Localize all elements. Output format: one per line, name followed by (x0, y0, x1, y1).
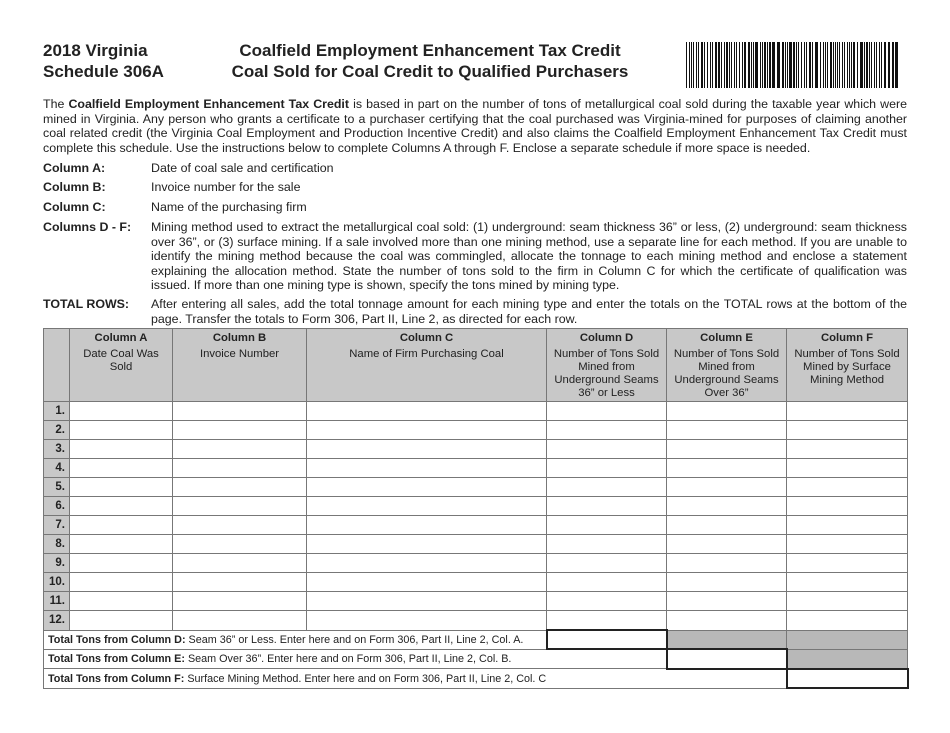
invoice-input[interactable] (173, 535, 307, 554)
date-input[interactable] (70, 478, 173, 497)
barcode-bar (801, 42, 802, 88)
definition-columns-d-f: Columns D - F: Mining method used to extract the metallurgical coal sold: (1) underground: seam thickness 36” or less, (2) underground: seam thickness over 36”, or (3) surface mining. If a sale involved more than one mining method, use a separate line for each method. If you are unable to identify the mining method because the coal was commingled, allocate the tonnage to each mining method and enclose a statement explaining the allocation method. State the number of tons sold to the firm in Column C for which the certificate of qualification was issued. If more than one mining type is shown, specify the tons mined by mining type. (43, 220, 907, 293)
tons-col-d-input[interactable] (547, 516, 667, 535)
barcode-bar (693, 42, 694, 88)
date-input[interactable] (70, 440, 173, 459)
barcode-bar (698, 42, 699, 88)
date-input[interactable] (70, 611, 173, 631)
barcode-bar (866, 42, 868, 88)
intro-paragraph: The Coalfield Employment Enhancement Tax Credit is based in part on the number of tons of metallurgical coal sold during the taxable year which were mined in Virginia. Any person who grants a certificate to a purchaser certifying that the coal purchased was Virginia-mined for purposes of claiming another coal related credit (the Virginia Coal Employment and Production Incentive Credit) and also claims the Coalfield Employment Enhancement Tax Credit must complete this schedule. Use the instructions below to complete Columns A through F. Enclose a separate schedule if more space is needed. (43, 97, 907, 155)
tons-col-e-input[interactable] (667, 459, 787, 478)
tons-col-d-input[interactable] (547, 611, 667, 631)
date-input[interactable] (70, 554, 173, 573)
barcode-bar (712, 42, 713, 88)
barcode-bar (751, 42, 752, 88)
row-number: 3. (44, 440, 70, 459)
barcode-bar (710, 42, 711, 88)
form-id (43, 40, 164, 82)
date-input[interactable] (70, 573, 173, 592)
invoice-input[interactable] (173, 478, 307, 497)
barcode-bar (760, 42, 761, 88)
column-b-header: Column B Invoice Number (173, 329, 307, 402)
barcode-bar (842, 42, 843, 88)
barcode-bar (815, 42, 818, 88)
barcode-bar (895, 42, 898, 88)
date-input[interactable] (70, 535, 173, 554)
form-title (195, 40, 665, 82)
definition-column-b: Column B: Invoice number for the sale (43, 180, 301, 194)
barcode-bar (812, 42, 813, 88)
tons-col-f-input[interactable] (787, 554, 908, 573)
tons-col-e-input[interactable] (667, 535, 787, 554)
barcode-bar (734, 42, 735, 88)
firm-name-input[interactable] (307, 478, 547, 497)
table-row (44, 535, 908, 554)
table-row (44, 478, 908, 497)
barcode-bar (827, 42, 828, 88)
barcode-bar (844, 42, 845, 88)
total-f-label: Total Tons from Column F: Surface Mining Method. Enter here and on Form 306, Part II, Line 2, Col. C (44, 669, 787, 689)
total-d-input[interactable] (547, 630, 667, 649)
row-number: 12. (44, 611, 70, 631)
intro-credit-name: Coalfield Employment Enhancement Tax Credit (68, 97, 350, 111)
form-year: 2018 Virginia (43, 41, 148, 60)
title-line-1: Coalfield Employment Enhancement Tax Credit (239, 41, 621, 60)
table-row (44, 421, 908, 440)
barcode-bar (860, 42, 863, 88)
barcode-bar (731, 42, 732, 88)
tons-col-e-input[interactable] (667, 516, 787, 535)
barcode-bar (691, 42, 692, 88)
barcode-bar (879, 42, 880, 88)
barcode-bar (715, 42, 717, 88)
barcode-bar (721, 42, 722, 88)
coal-sales-table (43, 328, 909, 689)
barcode-bar (823, 42, 824, 88)
barcode-bar (787, 42, 788, 88)
tons-col-f-input[interactable] (787, 573, 908, 592)
tons-col-d-input[interactable] (547, 592, 667, 611)
invoice-input[interactable] (173, 440, 307, 459)
barcode-bar (701, 42, 703, 88)
invoice-input[interactable] (173, 573, 307, 592)
definition-column-c: Column C: Name of the purchasing firm (43, 200, 307, 214)
date-input[interactable] (70, 402, 173, 421)
barcode-bar (820, 42, 821, 88)
date-input[interactable] (70, 497, 173, 516)
tons-col-d-input[interactable] (547, 440, 667, 459)
tons-col-e-input[interactable] (667, 402, 787, 421)
table-row (44, 592, 908, 611)
barcode-bar (767, 42, 768, 88)
barcode-bar (864, 42, 865, 88)
barcode-bar (809, 42, 811, 88)
barcode-bar (798, 42, 799, 88)
barcode-bar (881, 42, 882, 88)
invoice-input[interactable] (173, 459, 307, 478)
firm-name-input[interactable] (307, 535, 547, 554)
total-e-label: Total Tons from Column E: Seam Over 36”. Enter here and on Form 306, Part II, Line 2, Col. B. (44, 649, 667, 669)
column-f-header: Column F Number of Tons Sold Mined by Surface Mining Method (787, 329, 908, 402)
firm-name-input[interactable] (307, 421, 547, 440)
tons-col-d-input[interactable] (547, 535, 667, 554)
barcode-bar (736, 42, 737, 88)
barcode-bar (871, 42, 872, 88)
row-number: 11. (44, 592, 70, 611)
row-number: 2. (44, 421, 70, 440)
barcode-bar (769, 42, 771, 88)
firm-name-input[interactable] (307, 611, 547, 631)
tons-col-e-input[interactable] (667, 573, 787, 592)
row-number: 8. (44, 535, 70, 554)
firm-name-input[interactable] (307, 573, 547, 592)
tons-col-d-input[interactable] (547, 497, 667, 516)
barcode-bar (796, 42, 797, 88)
barcode-bar (892, 42, 894, 88)
tons-col-e-input[interactable] (667, 611, 787, 631)
firm-name-input[interactable] (307, 459, 547, 478)
column-d-header: Column D Number of Tons Sold Mined from Underground Seams 36” or Less (547, 329, 667, 402)
barcode-bar (755, 42, 758, 88)
barcode-bar (849, 42, 850, 88)
date-input[interactable] (70, 516, 173, 535)
firm-name-input[interactable] (307, 516, 547, 535)
total-e-input[interactable] (667, 649, 787, 669)
barcode-bar (833, 42, 834, 88)
tons-col-d-input[interactable] (547, 459, 667, 478)
row-number: 6. (44, 497, 70, 516)
tons-col-e-input[interactable] (667, 440, 787, 459)
barcode-bar (724, 42, 725, 88)
row-number-header (44, 329, 70, 402)
table-row (44, 516, 908, 535)
tons-col-f-input[interactable] (787, 440, 908, 459)
tons-col-e-input[interactable] (667, 554, 787, 573)
schedule-number: Schedule 306A (43, 62, 164, 81)
invoice-input[interactable] (173, 421, 307, 440)
table-row (44, 402, 908, 421)
tons-col-f-input[interactable] (787, 592, 908, 611)
barcode-bar (876, 42, 877, 88)
table-row (44, 573, 908, 592)
date-input[interactable] (70, 421, 173, 440)
barcode-bar (837, 42, 838, 88)
column-c-header: Column C Name of Firm Purchasing Coal (307, 329, 547, 402)
barcode-bar (772, 42, 775, 88)
table-row (44, 459, 908, 478)
table-row (44, 497, 908, 516)
tons-col-f-input[interactable] (787, 611, 908, 631)
barcode-bar (762, 42, 763, 88)
barcode-bar (744, 42, 746, 88)
barcode-bar (825, 42, 826, 88)
title-line-2: Coal Sold for Coal Credit to Qualified Purchasers (231, 62, 629, 81)
barcode-bar (704, 42, 705, 88)
barcode-bar (888, 42, 890, 88)
tons-col-f-input[interactable] (787, 421, 908, 440)
barcode-bar (806, 42, 807, 88)
row-number: 1. (44, 402, 70, 421)
barcode-bar (707, 42, 708, 88)
date-input[interactable] (70, 459, 173, 478)
barcode-bar (839, 42, 840, 88)
tons-col-d-input[interactable] (547, 402, 667, 421)
tons-col-e-input[interactable] (667, 421, 787, 440)
tons-col-d-input[interactable] (547, 478, 667, 497)
barcode-bar (884, 42, 886, 88)
barcode-bar (830, 42, 832, 88)
barcode-bar (742, 42, 743, 88)
barcode-bar (793, 42, 795, 88)
tons-col-e-input[interactable] (667, 497, 787, 516)
tons-col-f-input[interactable] (787, 402, 908, 421)
barcode-bar (857, 42, 858, 88)
column-e-header: Column E Number of Tons Sold Mined from Underground Seams Over 36” (667, 329, 787, 402)
firm-name-input[interactable] (307, 592, 547, 611)
tons-col-d-input[interactable] (547, 421, 667, 440)
barcode-bar (696, 42, 697, 88)
invoice-input[interactable] (173, 402, 307, 421)
firm-name-input[interactable] (307, 402, 547, 421)
barcode-bar (726, 42, 728, 88)
barcode-bar (804, 42, 805, 88)
barcode-bar (718, 42, 720, 88)
barcode-bar (851, 42, 852, 88)
barcode-bar (689, 42, 690, 88)
row-number: 5. (44, 478, 70, 497)
row-number: 10. (44, 573, 70, 592)
barcode-bar (853, 42, 855, 88)
barcode-bar (764, 42, 766, 88)
firm-name-input[interactable] (307, 440, 547, 459)
tons-col-f-input[interactable] (787, 497, 908, 516)
tons-col-d-input[interactable] (547, 573, 667, 592)
invoice-input[interactable] (173, 554, 307, 573)
invoice-input[interactable] (173, 592, 307, 611)
firm-name-input[interactable] (307, 554, 547, 573)
table-row (44, 554, 908, 573)
barcode-bar (729, 42, 730, 88)
total-f-input[interactable] (787, 669, 908, 689)
barcode-bar (869, 42, 870, 88)
barcode-bar (748, 42, 750, 88)
invoice-input[interactable] (173, 611, 307, 631)
row-number: 4. (44, 459, 70, 478)
tons-col-f-input[interactable] (787, 478, 908, 497)
barcode (686, 42, 906, 88)
barcode-bar (777, 42, 780, 88)
date-input[interactable] (70, 592, 173, 611)
barcode-bar (686, 42, 687, 88)
row-number: 9. (44, 554, 70, 573)
tons-col-f-input[interactable] (787, 535, 908, 554)
barcode-bar (789, 42, 792, 88)
definition-column-a: Column A: Date of coal sale and certification (43, 161, 334, 175)
barcode-bar (753, 42, 754, 88)
row-number: 7. (44, 516, 70, 535)
table-row (44, 440, 908, 459)
barcode-bar (782, 42, 784, 88)
tons-col-f-input[interactable] (787, 459, 908, 478)
invoice-input[interactable] (173, 516, 307, 535)
tons-col-f-input[interactable] (787, 516, 908, 535)
barcode-bar (874, 42, 875, 88)
tons-col-e-input[interactable] (667, 592, 787, 611)
tons-col-e-input[interactable] (667, 478, 787, 497)
table-row (44, 611, 908, 631)
total-d-label: Total Tons from Column D: Seam 36” or Less. Enter here and on Form 306, Part II, Line 2, Col. A. (44, 630, 547, 649)
barcode-bar (835, 42, 836, 88)
barcode-bar (785, 42, 786, 88)
firm-name-input[interactable] (307, 497, 547, 516)
tons-col-d-input[interactable] (547, 554, 667, 573)
barcode-bar (847, 42, 848, 88)
column-a-header: Column A Date Coal Was Sold (70, 329, 173, 402)
invoice-input[interactable] (173, 497, 307, 516)
definition-total-rows: TOTAL ROWS: After entering all sales, add the total tonnage amount for each mining type and enter the totals on the TOTAL rows at the bottom of the page. Transfer the totals to Form 306, Part II, Line 2, as directed for each row. (43, 297, 907, 326)
barcode-bar (739, 42, 740, 88)
